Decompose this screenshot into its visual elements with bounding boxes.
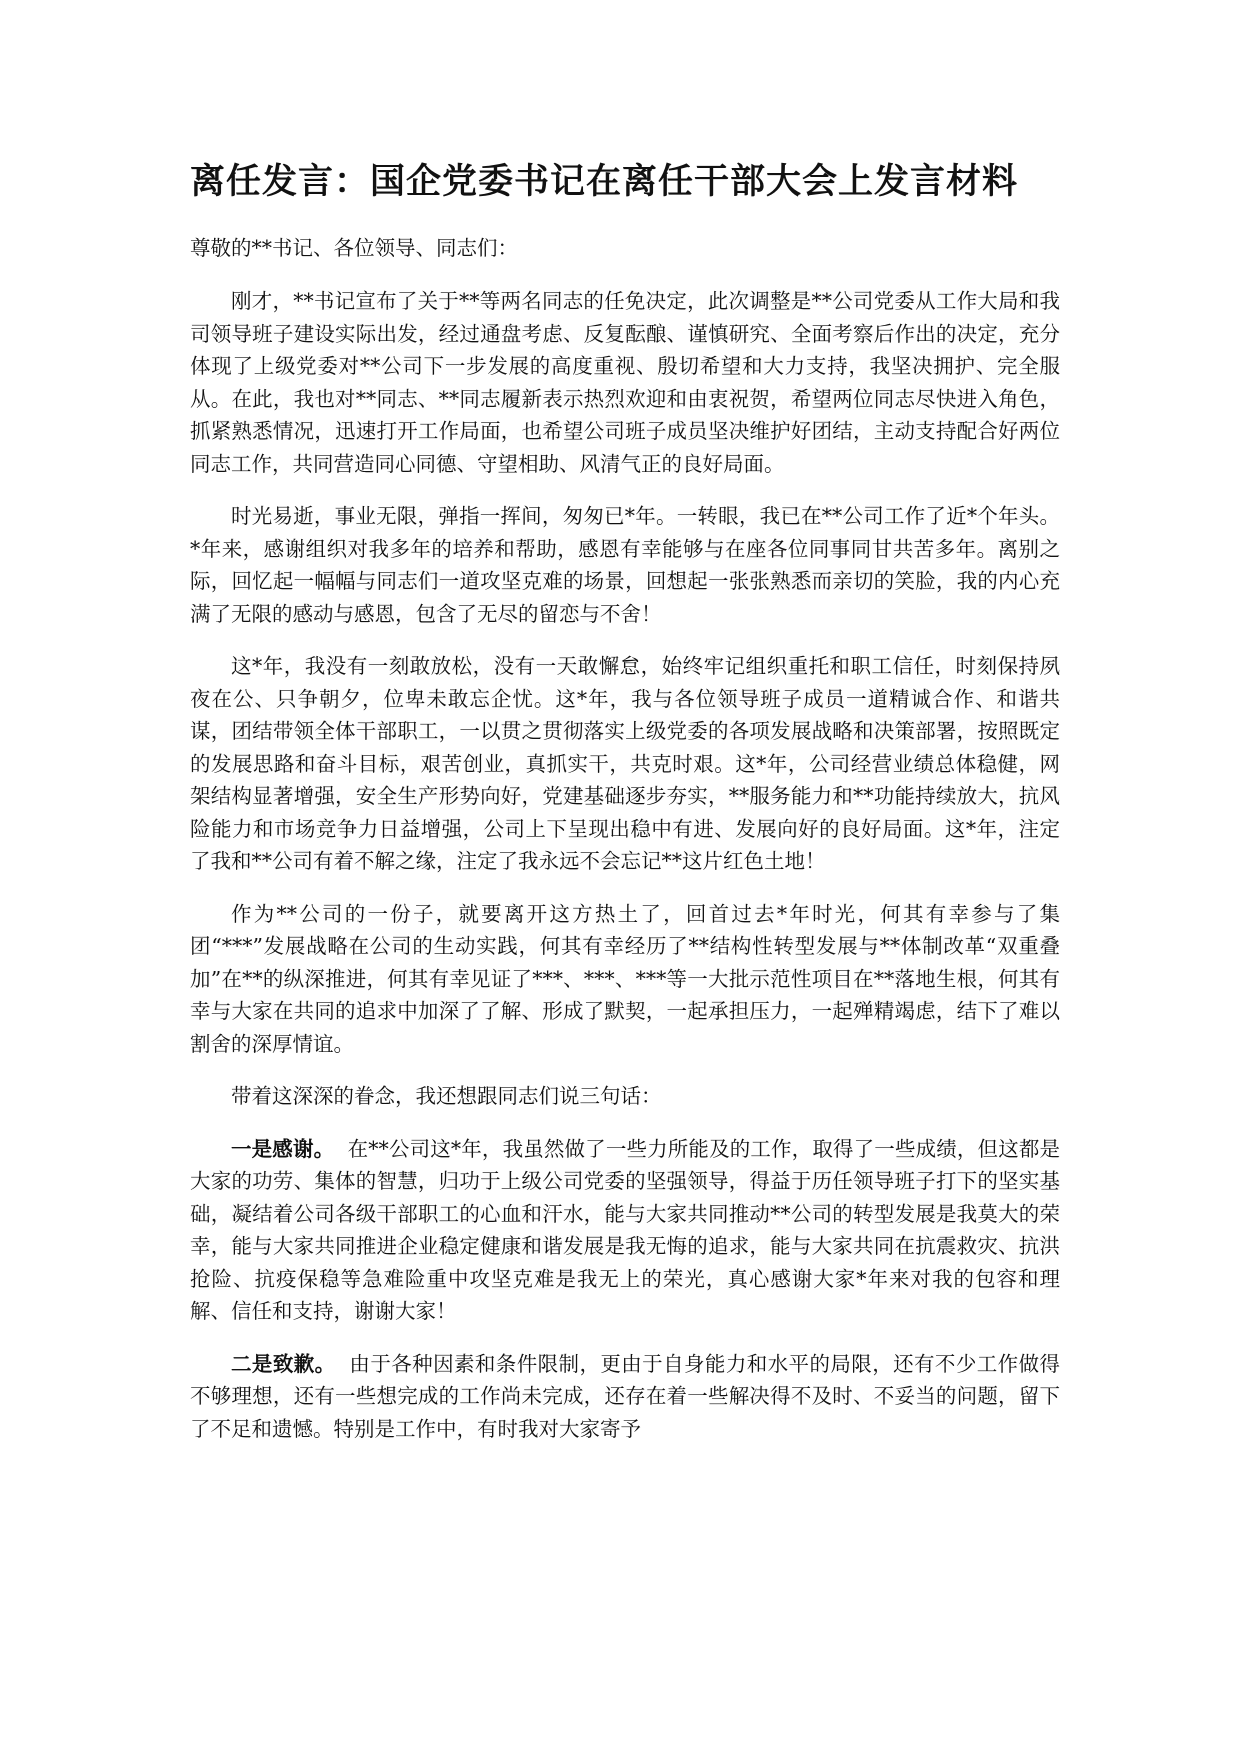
paragraph-4 — [190, 898, 1060, 1061]
paragraph-lead: 二是致歉。 — [231, 1351, 336, 1376]
paragraph-1 — [190, 285, 1060, 480]
paragraph-text: 作为**公司的一份子，就要离开这方热土了，回首过去*年时光，何其有幸参与了集团“***”发展战略在公司的生动实践，何其有幸经历了**结构性转型发展与**体制改革“双重叠加”在**的纵深推进，何其有幸见证了***、***、***等一大批示范性项目在**落地生根，何其有幸与大家在共同的追求中加深了了解、形成了默契，一起承担压力，一起殚精竭虑，结下了难以割舍的深厚情谊。 — [190, 901, 1060, 1056]
paragraph-2 — [190, 500, 1060, 630]
salutation: 尊敬的**书记、各位领导、同志们： — [190, 236, 518, 260]
paragraph-lead: 一是感谢。 — [231, 1136, 335, 1161]
paragraph-text: 由于各种因素和条件限制，更由于自身能力和水平的局限，还有不少工作做得不够理想，还有一些想完成的工作尚未完成，还存在着一些解决得不及时、不妥当的问题，留下了不足和遗憾。特别是工作中，有时我对大家寄予 — [190, 1351, 1060, 1441]
paragraph-apology — [190, 1348, 1060, 1446]
paragraph-text: 刚才，**书记宣布了关于**等两名同志的任免决定，此次调整是**公司党委从工作大局和我司领导班子建设实际出发，经过通盘考虑、反复酝酿、谨慎研究、全面考察后作出的决定，充分体现了上级党委对**公司下一步发展的高度重视、殷切希望和大力支持，我坚决拥护、完全服从。在此，我也对**同志、**同志履新表示热烈欢迎和由衷祝贺，希望两位同志尽快进入角色，抓紧熟悉情况，迅速打开工作局面，也希望公司班子成员坚决维护好团结，主动支持配合好两位同志工作，共同营造同心同德、守望相助、风清气正的良好局面。 — [190, 289, 1060, 476]
paragraph-5 — [190, 1080, 1060, 1113]
paragraph-text: 这*年，我没有一刻敢放松，没有一天敢懈怠，始终牢记组织重托和职工信任，时刻保持夙夜在公、只争朝夕，位卑未敢忘企忧。这*年，我与各位领导班子成员一道精诚合作、和谐共谋，团结带领全体干部职工，一以贯之贯彻落实上级党委的各项发展战略和决策部署，按照既定的发展思路和奋斗目标，艰苦创业，真抓实干，共克时艰。这*年，公司经营业绩总体稳健，网架结构显著增强，安全生产形势向好，党建基础逐步夯实，**服务能力和**功能持续放大，抗风险能力和市场竞争力日益增强，公司上下呈现出稳中有进、发展向好的良好局面。这*年，注定了我和**公司有着不解之缘，注定了我永远不会忘记**这片红色土地！ — [190, 654, 1060, 873]
paragraph-text: 在**公司这*年，我虽然做了一些力所能及的工作，取得了一些成绩，但这都是大家的功劳、集体的智慧，归功于上级公司党委的坚强领导，得益于历任领导班子打下的坚实基础，凝结着公司各级干部职工的心血和汗水，能与大家共同推动**公司的转型发展是我莫大的荣幸，能与大家共同推进企业稳定健康和谐发展是我无悔的追求，能与大家共同在抗震救灾、抗洪抢险、抗疫保稳等急难险重中攻坚克难是我无上的荣光，真心感谢大家*年来对我的包容和理解、信任和支持，谢谢大家！ — [190, 1136, 1061, 1323]
document-title: 离任发言：国企党委书记在离任干部大会上发言材料 — [190, 161, 1019, 202]
paragraph-text: 时光易逝，事业无限，弹指一挥间，匆匆已*年。一转眼，我已在**公司工作了近*个年头。*年来，感谢组织对我多年的培养和帮助，感恩有幸能够与在座各位同事同甘共苦多年。离别之际，回忆起一幅幅与同志们一道攻坚克难的场景，回想起一张张熟悉而亲切的笑脸，我的内心充满了无限的感动与感恩，包含了无尽的留恋与不舍！ — [190, 504, 1060, 626]
paragraph-thanks — [190, 1133, 1060, 1328]
paragraph-text: 带着这深深的眷念，我还想跟同志们说三句话： — [231, 1084, 662, 1108]
paragraph-3 — [190, 650, 1060, 878]
